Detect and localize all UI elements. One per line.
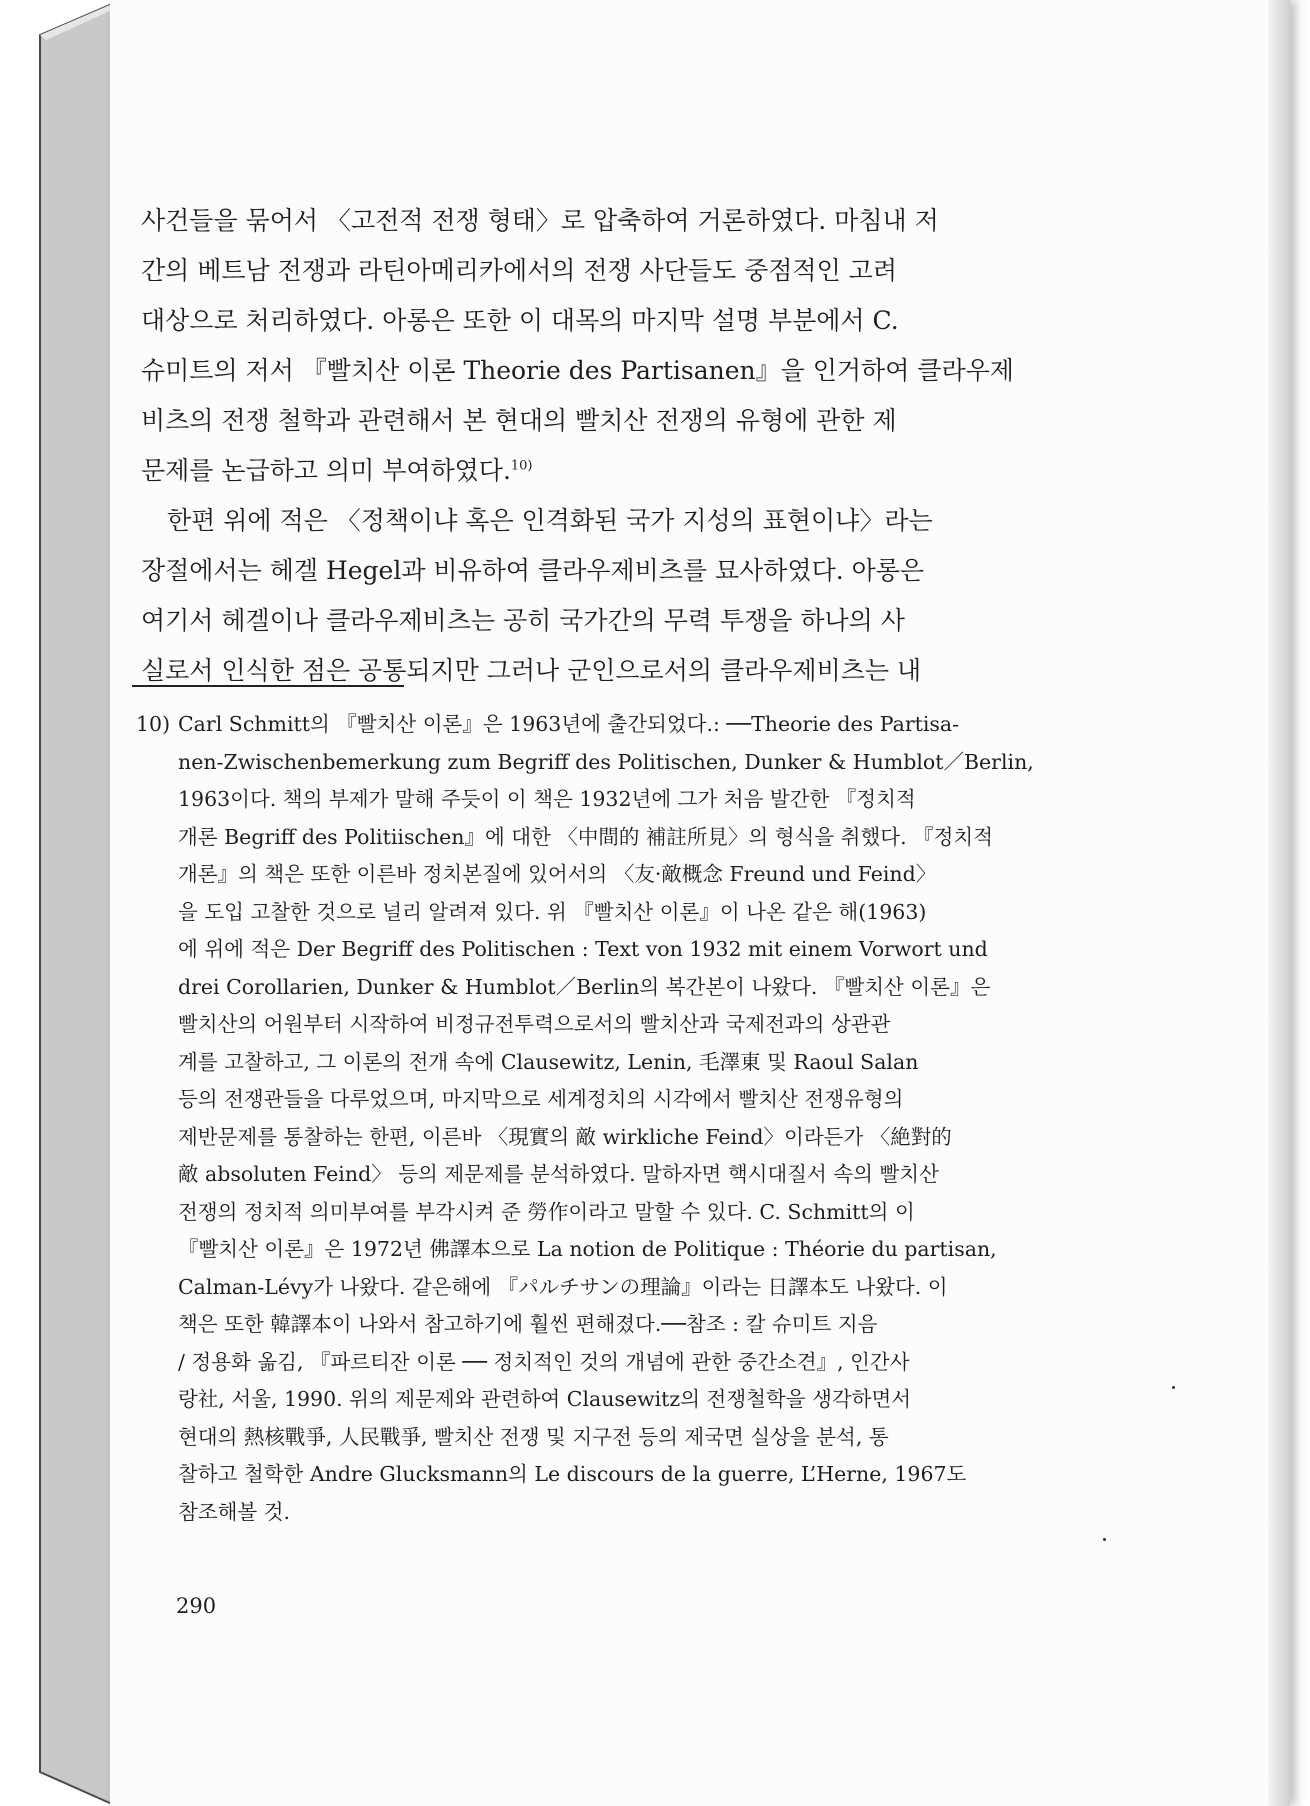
body-text bbox=[141, 196, 1161, 696]
footnote-line: / 정용화 옮김, 『파르티잔 이론 ── 정치적인 것의 개념에 관한 중간소견』, 인간사 bbox=[178, 1349, 910, 1374]
footnote-line: 전쟁의 정치적 의미부여를 부각시켜 준 勞作이라고 말할 수 있다. C. Schmitt의 이 bbox=[178, 1199, 915, 1224]
footnote-line: 개론』의 책은 또한 이른바 정치본질에 있어서의 〈友·敵概念 Freund und Feind〉 bbox=[178, 862, 937, 886]
body-line: 사건들을 묶어서 〈고전적 전쟁 형태〉로 압축하여 거론하였다. 마침내 저 bbox=[141, 206, 939, 235]
footnote-line: 등의 전쟁관들을 다루었으며, 마지막으로 세계정치의 시각에서 빨치산 전쟁유형의 bbox=[178, 1087, 904, 1111]
page-edge bbox=[1268, 0, 1290, 1806]
body-line: 한편 위에 적은 〈정책이냐 혹은 인격화된 국가 지성의 표현이냐〉라는 bbox=[167, 506, 933, 535]
footnote-line: 랑社, 서울, 1990. 위의 제문제와 관련하여 Clausewitz의 전쟁철학을 생각하면서 bbox=[178, 1387, 912, 1411]
footnote-line: 에 위에 적은 Der Begriff des Politischen : Text von 1932 mit einem Vorwort und bbox=[178, 937, 988, 961]
footnote-line: 참조해볼 것. bbox=[178, 1499, 291, 1524]
scan-speck bbox=[1172, 1386, 1175, 1389]
body-line: 실로서 인식한 점은 공통되지만 그러나 군인으로서의 클라우제비츠는 내 bbox=[141, 656, 922, 685]
body-line: 간의 베트남 전쟁과 라틴아메리카에서의 전쟁 사단들도 중점적인 고려 bbox=[141, 256, 897, 285]
footnote-number: 10) bbox=[136, 712, 171, 736]
body-line: 여기서 헤겔이나 클라우제비츠는 공히 국가간의 무력 투쟁을 하나의 사 bbox=[141, 606, 905, 635]
footnote-line: 1963이다. 책의 부제가 말해 주듯이 이 책은 1932년에 그가 처음 발간한 『정치적 bbox=[178, 787, 916, 811]
body-line: 대상으로 처리하였다. 아롱은 또한 이 대목의 마지막 설명 부분에서 C. bbox=[141, 306, 899, 335]
body-line: 문제를 논급하고 의미 부여하였다. bbox=[141, 456, 511, 485]
footnote-reference[interactable]: 10) bbox=[510, 458, 533, 474]
footnote-line: 계를 고찰하고, 그 이론의 전개 속에 Clausewitz, Lenin, 毛澤東 및 Raoul Salan bbox=[178, 1049, 919, 1074]
footnote-line: 『빨치산 이론』은 1972년 佛譯本으로 La notion de Politique : Théorie du partisan, bbox=[178, 1237, 997, 1261]
footnote-line: 제반문제를 통찰하는 한편, 이른바 〈現實의 敵 wirkliche Feind〉이라든가 〈絶對的 bbox=[178, 1124, 952, 1149]
footnote-line: Carl Schmitt의 『빨치산 이론』은 1963년에 출간되었다.: ──Theorie des Partisa- bbox=[178, 712, 960, 736]
footnote-line: drei Corollarien, Dunker & Humblot／Berlin의 복간본이 나왔다. 『빨치산 이론』은 bbox=[178, 974, 991, 999]
body-line: 비츠의 전쟁 철학과 관련해서 본 현대의 빨치산 전쟁의 유형에 관한 제 bbox=[141, 406, 897, 435]
body-line: 슈미트의 저서 『빨치산 이론 Theorie des Partisanen』을 인거하여 클라우제 bbox=[141, 356, 1014, 385]
footnote-line: 현대의 熱核戰爭, 人民戰爭, 빨치산 전쟁 및 지구전 등의 제국면 실상을 분석, 통 bbox=[178, 1424, 889, 1449]
body-line: 장절에서는 헤겔 Hegel과 비유하여 클라우제비츠를 묘사하였다. 아롱은 bbox=[141, 556, 925, 585]
footnote-body bbox=[178, 706, 1166, 1531]
footnote-line: 책은 또한 韓譯本이 나와서 참고하기에 훨씬 편해졌다.──참조 : 칼 슈미트 지음 bbox=[178, 1312, 878, 1336]
page-number: 290 bbox=[176, 1594, 217, 1618]
book-spine bbox=[0, 0, 120, 1806]
footnote-line: Calman-Lévy가 나왔다. 같은해에 『パルチサンの理論』이라는 日譯本도 나왔다. 이 bbox=[178, 1274, 948, 1299]
footnote-divider bbox=[132, 685, 404, 687]
body-line-with-ref bbox=[141, 446, 1161, 496]
footnote-line: nen-Zwischenbemerkung zum Begriff des Politischen, Dunker & Humblot／Berlin, bbox=[178, 749, 1034, 774]
footnote-line: 개론 Begriff des Politiischen』에 대한 〈中間的 補註所見〉의 형식을 취했다. 『정치적 bbox=[178, 824, 994, 849]
footnote-line: 을 도입 고찰한 것으로 널리 알려져 있다. 위 『빨치산 이론』이 나온 같은 해(1963) bbox=[178, 899, 927, 924]
footnote-line: 빨치산의 어원부터 시작하여 비정규전투력으로서의 빨치산과 국제전과의 상관관 bbox=[178, 1012, 891, 1036]
footnote-line: 찰하고 철학한 Andre Glucksmann의 Le discours de la guerre, L’Herne, 1967도 bbox=[178, 1462, 967, 1486]
footnote bbox=[136, 706, 1166, 1531]
scan-speck bbox=[1103, 1538, 1106, 1541]
footnote-line: 敵 absoluten Feind〉 등의 제문제를 분석하였다. 말하자면 핵시대질서 속의 빨치산 bbox=[178, 1162, 939, 1186]
